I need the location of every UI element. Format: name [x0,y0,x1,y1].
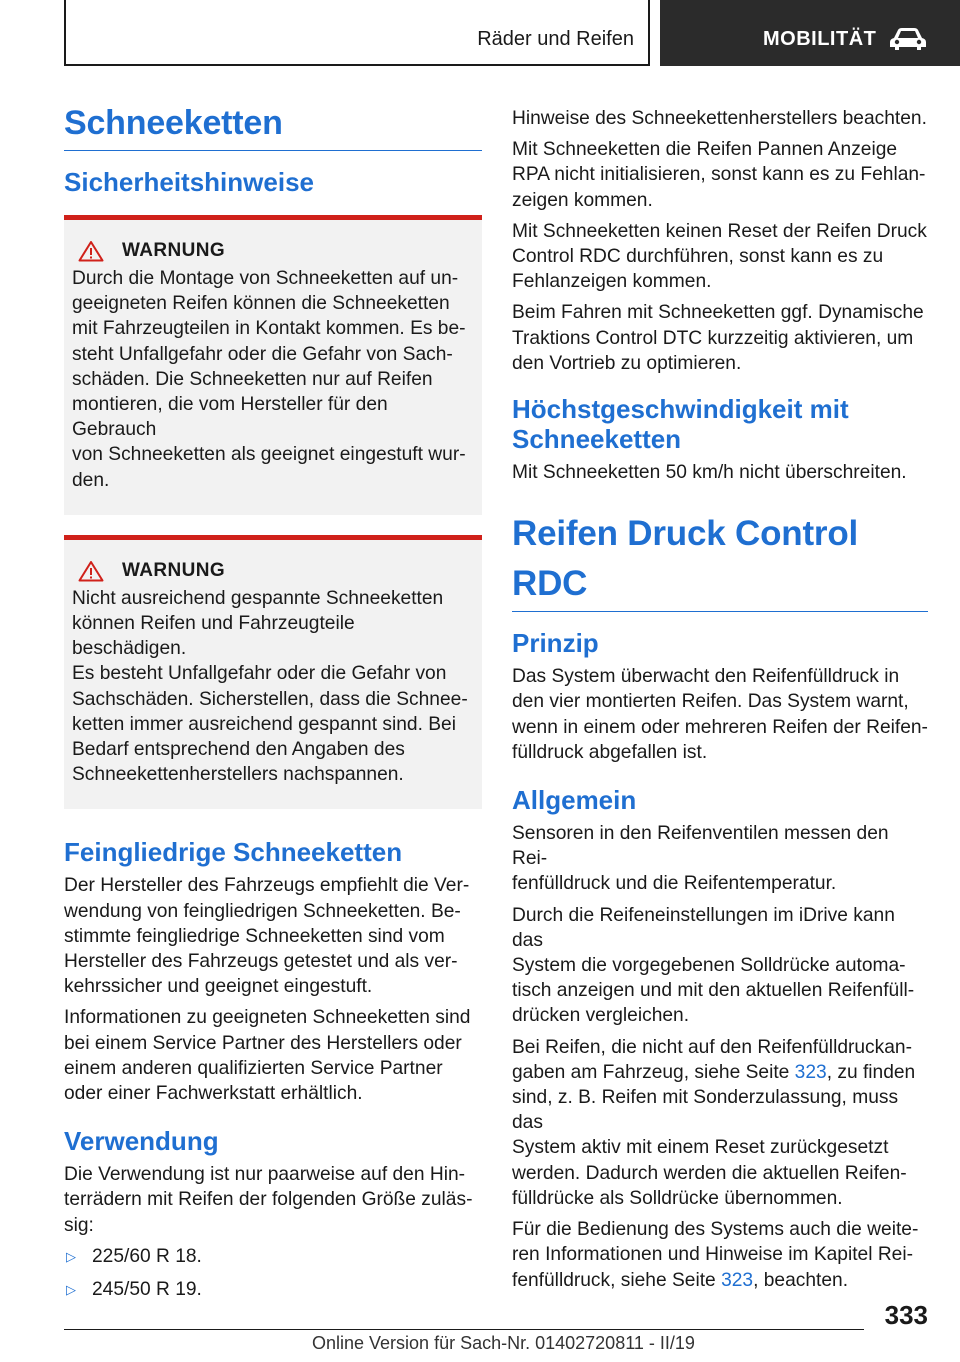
warning-2-line: Es besteht Unfallgefahr oder die Gefahr von [72,663,447,685]
warning-2-line: Bedarf entsprechend den Angaben des [72,739,405,761]
warning-1-line: Durch die Montage von Schneeketten auf un‐ [72,268,459,289]
heading-hoechstgeschwindigkeit [512,394,928,454]
car-icon [888,26,928,52]
warning-1-line: mit Fahrzeugteilen in Kontakt kommen. Es be‐ [72,318,466,340]
paragraph-line: werden. Dadurch werden die aktuellen Reifen‐ [512,1162,907,1184]
warning-box-1 [64,215,482,515]
tire-size-list [64,1244,482,1302]
paragraph-line: fenfülldruck, siehe Seite [512,1269,722,1291]
footer-divider [64,1329,864,1330]
warning-title: WARNUNG [122,559,226,581]
header-chapter-title: MOBILITÄT [763,28,877,50]
paragraph-line: den vier montierten Reifen. Das System warnt, [512,691,909,713]
warning-1-line: geeigneten Reifen können die Schneeketten [72,293,450,315]
heading-schneeketten: Schneeketten [64,98,482,151]
paragraph-line: Durch die Reifeneinstellungen im iDrive kann das [512,904,895,951]
paragraph-line: Traktions Control DTC kurzzeitig aktivieren, um [512,327,914,349]
header-section-title: Räder und Reifen [477,28,634,50]
header-section-box [64,0,650,66]
paragraph-line: terrädern mit Reifen der folgenden Größe zuläs‐ [64,1189,473,1211]
heading-verwendung: Verwendung [64,1126,219,1157]
warning-box-2 [64,535,482,810]
paragraph-line: , zu finden [826,1061,916,1083]
list-item-text: 225/60 R 18. [92,1245,202,1267]
paragraph-line: oder einer Fachwerkstatt erhältlich. [64,1083,363,1105]
heading-feingliedrige-schneeketten: Feingliedrige Schneeketten [64,837,403,868]
paragraph-line: Für die Bedienung des Systems auch die weite‐ [512,1219,919,1241]
paragraph-line: drücken vergleichen. [512,1005,690,1027]
paragraph-line: System die vorgegebenen Solldrücke automa‐ [512,955,906,977]
right-column [512,106,928,1299]
paragraph-line: Die Verwendung ist nur paarweise auf den Hin‐ [64,1164,466,1186]
paragraph-line: sind, z. B. Reifen mit Sonderzulassung, muss das [512,1087,899,1134]
footer-online-version: Online Version für Sach-Nr. 01402720811 - II/19 [312,1333,695,1353]
warning-1-line: den. [72,469,110,491]
page-link-323[interactable]: 323 [721,1269,754,1291]
paragraph-line: tisch anzeigen und mit den aktuellen Reifenfüll‐ [512,980,915,1002]
paragraph-line: Bei Reifen, die nicht auf den Reifenfülldruckan‐ [512,1036,912,1058]
paragraph-line: einem anderen qualifizierten Service Partner [64,1057,443,1079]
warning-1-line: schäden. Die Schneeketten nur auf Reifen [72,368,433,390]
paragraph-line: , beachten. [753,1269,849,1291]
warning-triangle-icon [78,240,104,262]
paragraph-line: fülldruck abgefallen ist. [512,741,708,763]
list-item-text: 245/50 R 19. [92,1278,202,1300]
paragraph-line: Mit Schneeketten keinen Reset der Reifen Druck [512,220,927,242]
heading-allgemein: Allgemein [512,785,637,816]
heading-prinzip: Prinzip [512,628,599,659]
warning-1-line: steht Unfallgefahr oder die Gefahr von Sach‐ [72,343,453,365]
warning-2-line: Nicht ausreichend gespannte Schneeketten [72,587,444,609]
paragraph-line: System aktiv mit einem Reset zurückgesetzt [512,1137,889,1159]
paragraph-line: RPA nicht initialisieren, sonst kann es zu Fehlan‐ [512,164,926,186]
paragraph-line: kehrssicher und geeignet eingestuft. [64,976,373,998]
triangle-bullet-icon: ▷ [66,1248,76,1264]
paragraph-line: fülldrücke als Solldrücke übernommen. [512,1187,843,1209]
paragraph-line: Mit Schneeketten die Reifen Pannen Anzeige [512,139,898,161]
paragraph-line: bei einem Service Partner des Herstellers oder [64,1032,462,1054]
heading-reifen-druck-control: Reifen Druck Control RDC [512,509,928,612]
list-item [64,1244,482,1269]
warning-title: WARNUNG [122,240,226,261]
heading-line: Schneeketten [512,424,682,455]
warning-1-line: montieren, die vom Hersteller für den Gebrauch [72,394,388,441]
warning-2-line: Schneekettenherstellers nachspannen. [72,764,404,786]
paragraph-line: wenn in einem oder mehreren Reifen der Reifen‐ [512,716,928,738]
paragraph-line: gaben am Fahrzeug, siehe Seite [512,1061,795,1083]
warning-2-line: können Reifen und Fahrzeugteile beschädigen. [72,613,355,660]
paragraph-line: Beim Fahren mit Schneeketten ggf. Dynamische [512,302,924,324]
paragraph-line: den Vortrieb zu optimieren. [512,352,742,374]
paragraph-line: Sensoren in den Reifenventilen messen den Rei‐ [512,823,889,870]
paragraph-line: ren Informationen und Hinweise im Kapitel Rei‐ [512,1244,913,1266]
warning-triangle-icon [78,560,104,582]
paragraph-line: Hersteller des Fahrzeugs getestet und als ver‐ [64,951,458,973]
paragraph: Hinweise des Schneekettenherstellers beachten. [512,108,927,129]
header-chapter-box [660,0,960,66]
triangle-bullet-icon: ▷ [66,1281,76,1297]
warning-2-line: Sachschäden. Sicherstellen, dass die Schnee‐ [72,688,468,710]
paragraph-line: Control RDC durchführen, sonst kann es zu [512,246,884,268]
paragraph-line: zeigen kommen. [512,189,653,211]
warning-1-line: von Schneeketten als geeignet eingestuft wur‐ [72,444,466,466]
paragraph-line: sig: [64,1214,94,1236]
page-link-323[interactable]: 323 [794,1061,827,1083]
heading-sicherheitshinweise: Sicherheitshinweise [64,167,314,197]
list-item [64,1277,482,1302]
paragraph-line: wendung von feingliedrigen Schneeketten. Be‐ [64,900,461,922]
heading-line: Höchstgeschwindigkeit mit [512,394,849,425]
paragraph-line: Der Hersteller des Fahrzeugs empfiehlt die Ver‐ [64,875,470,897]
paragraph-line: Das System überwacht den Reifenfülldruck in [512,666,900,688]
paragraph-line: fenfülldruck und die Reifentemperatur. [512,873,837,895]
paragraph-line: Fehlanzeigen kommen. [512,271,712,293]
left-column [64,98,482,1310]
warning-2-line: ketten immer ausreichend gespannt sind. Bei [72,713,456,735]
paragraph: Mit Schneeketten 50 km/h nicht überschreiten. [512,462,907,484]
paragraph-line: Informationen zu geeigneten Schneeketten sind [64,1007,471,1029]
paragraph-line: stimmte feingliedrige Schneeketten sind vom [64,925,445,947]
page-number: 333 [884,1300,928,1330]
